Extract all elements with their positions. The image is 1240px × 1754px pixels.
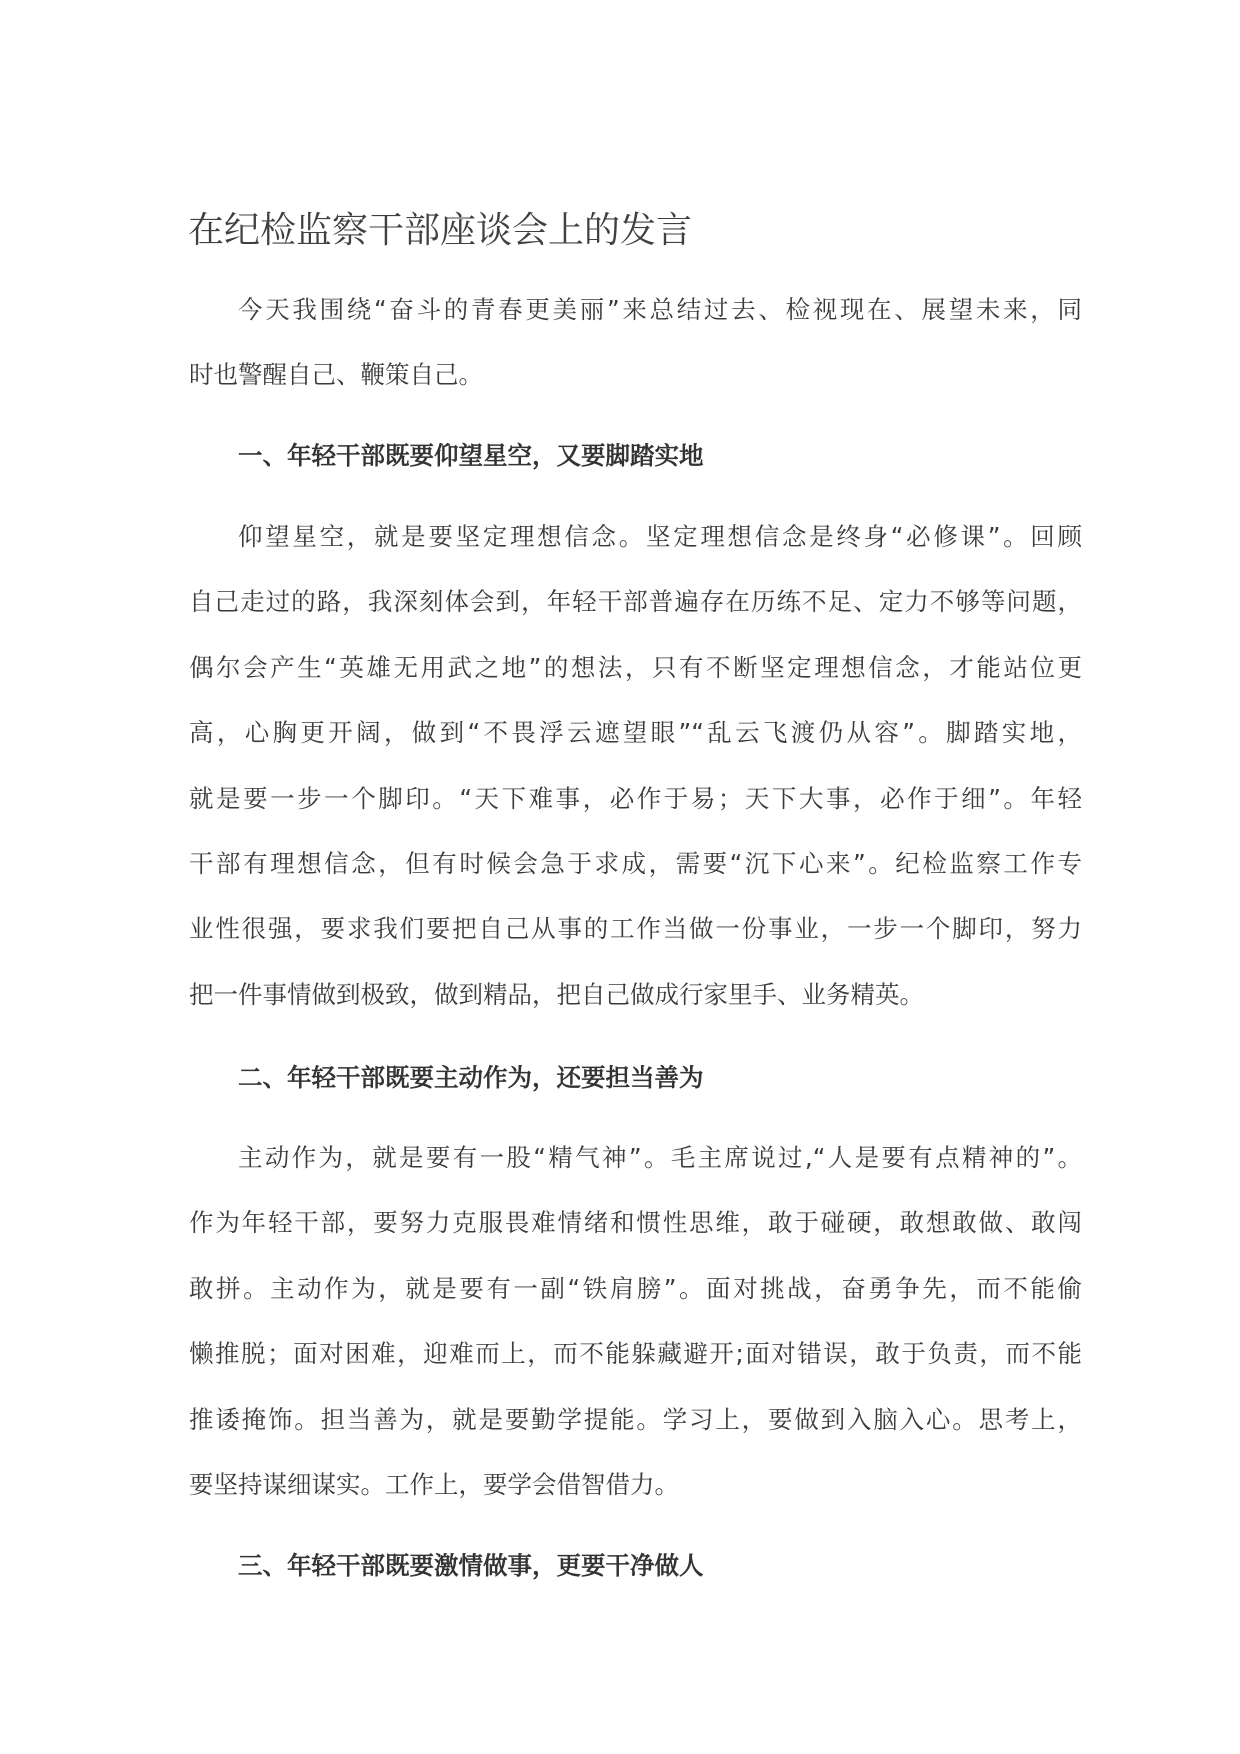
paragraph-line: 高，心胸更开阔，做到“不畏浮云遮望眼”“乱云飞渡仍从容”。脚踏实地， <box>189 718 1082 748</box>
paragraph-line: 敢拼。主动作为，就是要有一副“铁肩膀”。面对挑战，奋勇争先，而不能偷 <box>189 1273 1082 1303</box>
paragraph-section-2 <box>189 1125 1082 1517</box>
paragraph-line: 就是要一步一个脚印。“天下难事，必作于易；天下大事，必作于细”。年轻 <box>189 783 1082 813</box>
paragraph-line: 干部有理想信念，但有时候会急于求成，需要“沉下心来”。纪检监察工作专 <box>189 848 1082 878</box>
document-title: 在纪检监察干部座谈会上的发言 <box>188 210 693 251</box>
paragraph-line: 主动作为，就是要有一股“精气神”。毛主席说过,“人是要有点精神的”。 <box>238 1143 1082 1172</box>
paragraph-line: 业性很强，要求我们要把自己从事的工作当做一份事业，一步一个脚印，努力 <box>189 914 1082 944</box>
paragraph-line: 懒推脱；面对困难，迎难而上，而不能躲藏避开;面对错误，敢于负责，而不能 <box>189 1339 1082 1369</box>
paragraph-line: 时也警醒自己、鞭策自己。 <box>189 360 483 390</box>
paragraph-line: 偶尔会产生“英雄无用武之地”的想法，只有不断坚定理想信念，才能站位更 <box>189 652 1082 682</box>
paragraph-section-1 <box>189 504 1082 1027</box>
section-heading-3: 三、年轻干部既要激情做事，更要干净做人 <box>238 1551 704 1580</box>
paragraph-line: 自己走过的路，我深刻体会到，年轻干部普遍存在历练不足、定力不够等问题， <box>189 587 1082 617</box>
section-heading-1: 一、年轻干部既要仰望星空，又要脚踏实地 <box>238 441 704 470</box>
paragraph-intro <box>189 277 1082 408</box>
section-heading-2: 二、年轻干部既要主动作为，还要担当善为 <box>238 1063 704 1092</box>
paragraph-line: 作为年轻干部，要努力克服畏难情绪和惯性思维，敢于碰硬，敢想敢做、敢闯 <box>189 1208 1082 1238</box>
paragraph-line: 仰望星空，就是要坚定理想信念。坚定理想信念是终身“必修课”。回顾 <box>238 522 1082 551</box>
paragraph-line: 今天我围绕“奋斗的青春更美丽”来总结过去、检视现在、展望未来，同 <box>238 295 1082 324</box>
paragraph-line: 推诿掩饰。担当善为，就是要勤学提能。学习上，要做到入脑入心。思考上， <box>189 1404 1082 1434</box>
paragraph-line: 把一件事情做到极致，做到精品，把自己做成行家里手、业务精英。 <box>189 979 924 1009</box>
paragraph-line: 要坚持谋细谋实。工作上，要学会借智借力。 <box>189 1469 679 1499</box>
